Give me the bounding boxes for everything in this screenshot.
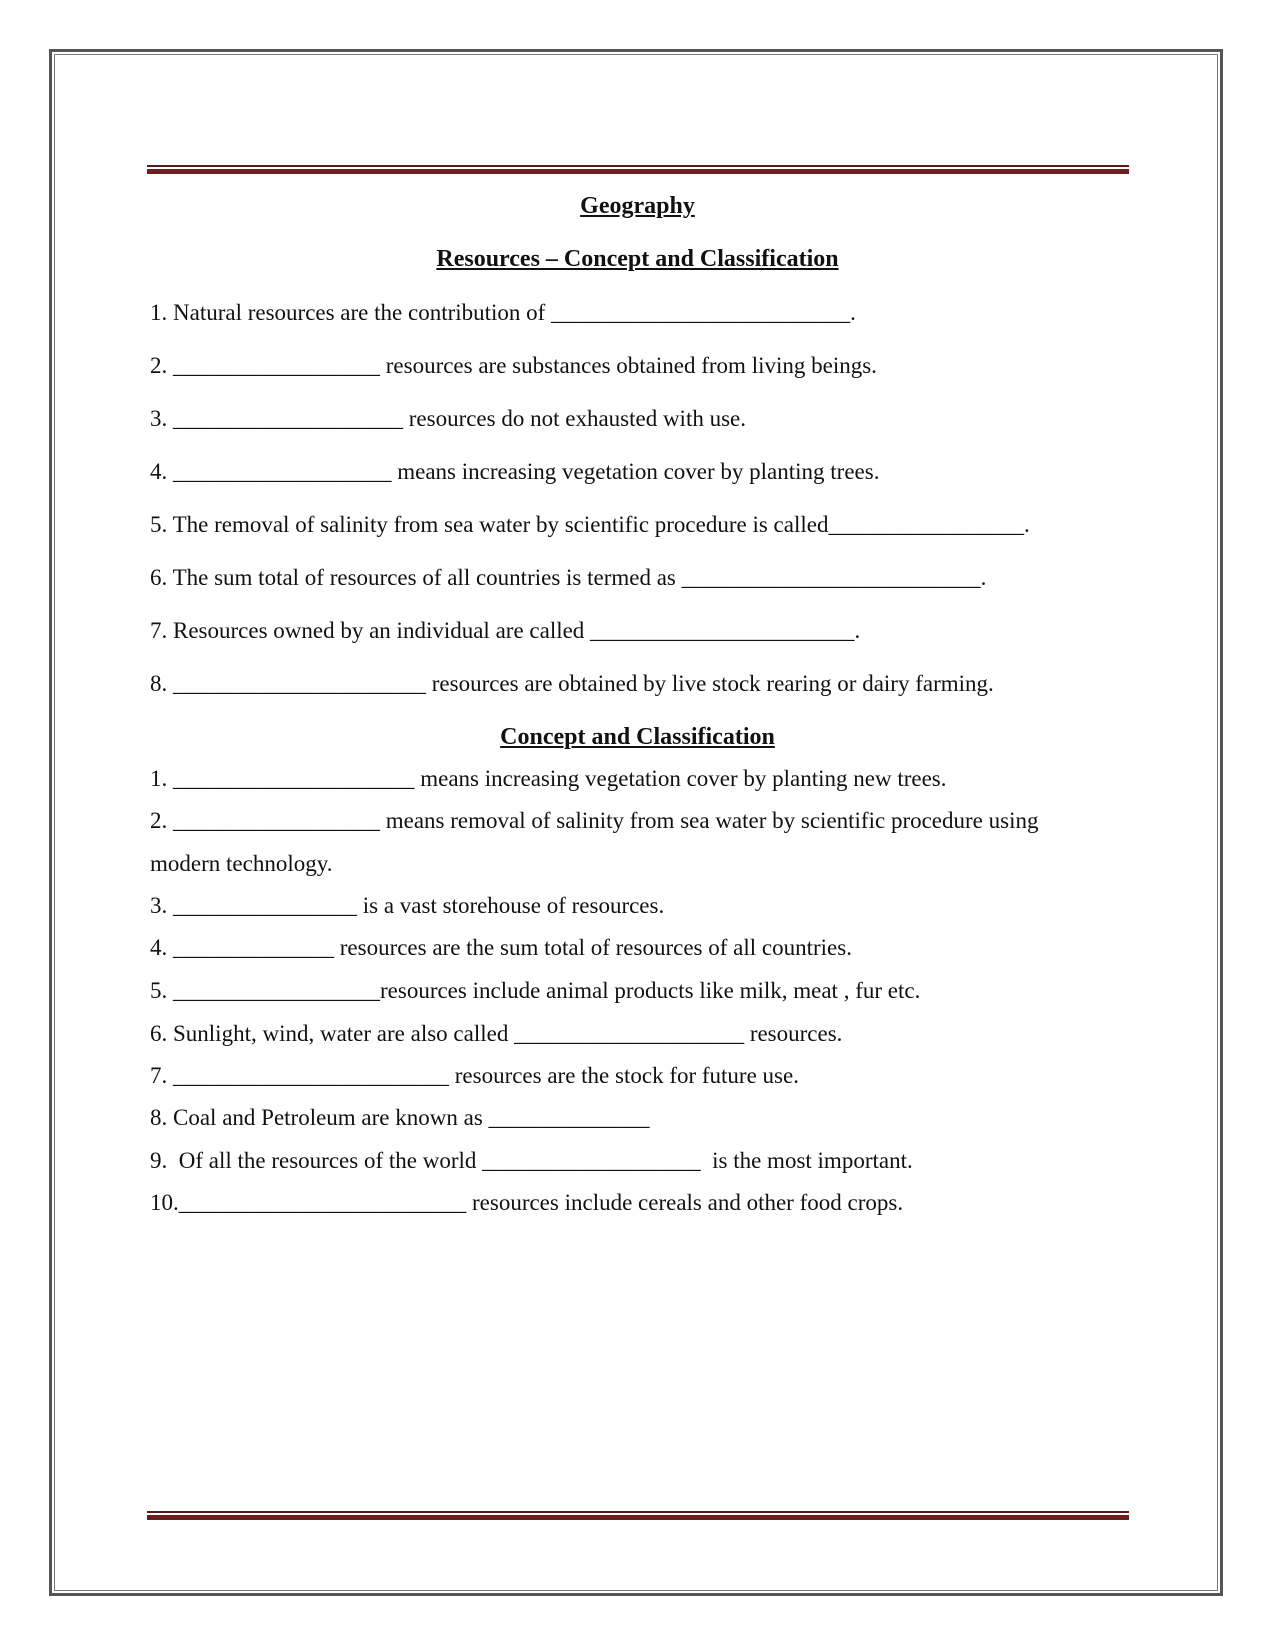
section2-item-2-continued: modern technology. — [150, 851, 333, 876]
section1-heading: Resources – Concept and Classification — [436, 246, 839, 272]
section1-item-7: 7. Resources owned by an individual are called _______________________. — [150, 618, 861, 643]
section2-item-4: 4. ______________ resources are the sum total of resources of all countries. — [150, 935, 852, 960]
section2-item-1: 1. _____________________ means increasing vegetation cover by planting new trees. — [150, 766, 947, 791]
section1-item-8: 8. ______________________ resources are obtained by live stock rearing or dairy farming. — [150, 671, 994, 696]
section1-item-6: 6. The sum total of resources of all countries is termed as __________________________. — [150, 565, 987, 590]
top-divider — [147, 165, 1129, 174]
section2-item-8: 8. Coal and Petroleum are known as ______________ — [150, 1105, 650, 1130]
section2-item-7: 7. ________________________ resources are the stock for future use. — [150, 1063, 799, 1088]
section1-item-5: 5. The removal of salinity from sea water by scientific procedure is called_________________. — [150, 512, 1030, 537]
section1-item-1: 1. Natural resources are the contribution of __________________________. — [150, 300, 856, 325]
section2-item-2: 2. __________________ means removal of salinity from sea water by scientific procedure using — [150, 808, 1039, 833]
section1-item-2: 2. __________________ resources are substances obtained from living beings. — [150, 353, 877, 378]
section2-heading: Concept and Classification — [500, 724, 775, 750]
section1-item-4: 4. ___________________ means increasing vegetation cover by planting trees. — [150, 459, 880, 484]
bottom-divider — [147, 1511, 1129, 1520]
section2-item-6: 6. Sunlight, wind, water are also called ____________________ resources. — [150, 1021, 843, 1046]
section1-item-3: 3. ____________________ resources do not exhausted with use. — [150, 406, 747, 431]
section2-item-10: 10._________________________ resources include cereals and other food crops. — [150, 1190, 904, 1215]
section2-item-3: 3. ________________ is a vast storehouse of resources. — [150, 893, 665, 918]
section2-item-9: 9. Of all the resources of the world ___________________ is the most important. — [150, 1148, 913, 1173]
page-title: Geography — [580, 193, 695, 219]
section2-item-5: 5. __________________resources include animal products like milk, meat , fur etc. — [150, 978, 921, 1003]
